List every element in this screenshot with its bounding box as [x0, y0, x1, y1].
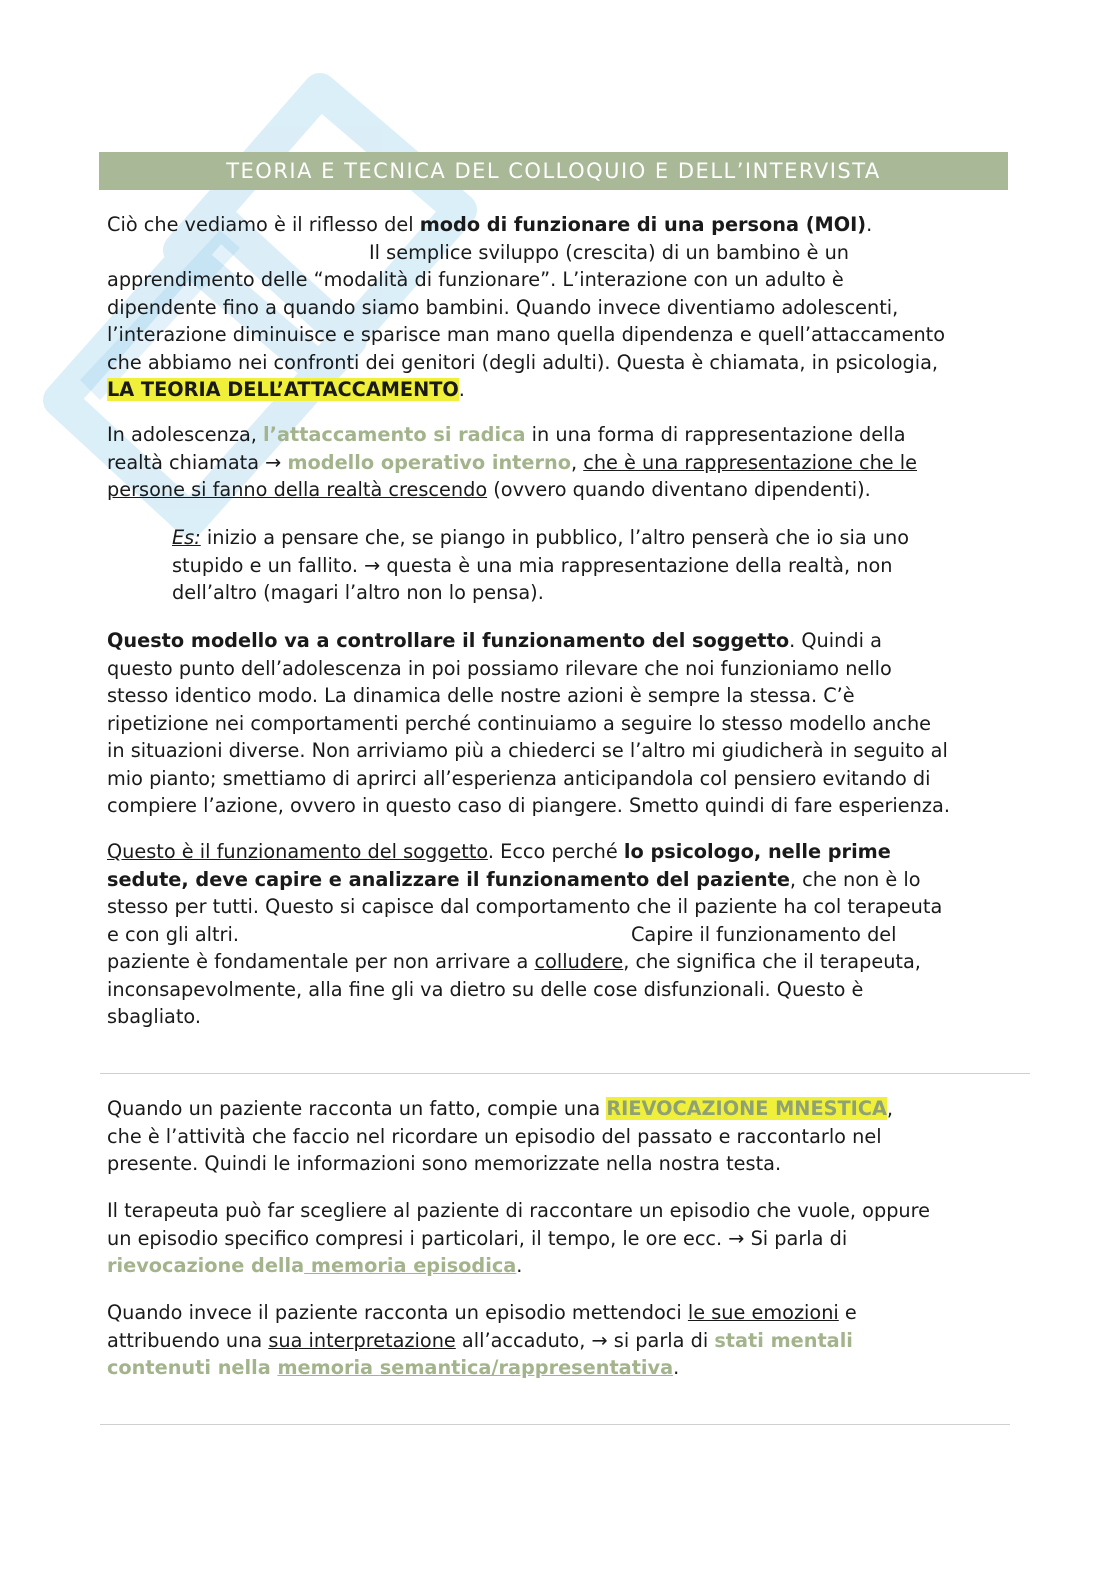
paragraph-memoria-episodica: Il terapeuta può far scegliere al paziente di raccontare un episodio che vuole, oppure un episodio specifico compresi i particolari, il tempo, le ore ecc. → Si parla di rievocazione della memoria episodica. — [107, 1199, 931, 1277]
paragraph-esempio: Es: inizio a pensare che, se piango in pubblico, l’altro penserà che io sia uno stupido e un fallito. → questa è una mia rappresentazione della realtà, non dell’altro (magari l’altro non lo pensa). — [172, 526, 910, 604]
paragraph-moi: Ciò che vediamo è il riflesso del modo di funzionare di una persona (MOI). Il semplice sviluppo (crescita) di un bambino è un apprendimento delle “modalità di funzionare”. L’interazione con un adulto è dipendente fino a quando siamo bambini. Quando invece diventiamo adolescenti, l’interazione diminuisce e sparisce man mano quella dipendenza e quell’attaccamento che abbiamo nei confronti dei genitori (degli adulti). Questa è chiamata, in psicologia, LA TEORIA DELL’ATTACCAMENTO. — [107, 213, 946, 401]
section-divider — [100, 1073, 1030, 1074]
highlight-rievocazione: RIEVOCAZIONE MNESTICA — [606, 1097, 887, 1120]
document-title: TEORIA E TECNICA DEL COLLOQUIO E DELL’INTERVISTA — [99, 152, 1008, 190]
paragraph-rievocazione: Quando un paziente racconta un fatto, compie una RIEVOCAZIONE MNESTICA, che è l’attività che faccio nel ricordare un episodio del passato e raccontarlo nel presente. Quindi le informazioni sono memorizzate nella nostra testa. — [107, 1097, 894, 1175]
paragraph-adolescenza: In adolescenza, l’attaccamento si radica in una forma di rappresentazione della realtà chiamata → modello operativo interno, che è una rappresentazione che le persone si fanno della realtà crescendo (ovvero quando diventano dipendenti). — [107, 423, 918, 501]
paragraph-memoria-semantica: Quando invece il paziente racconta un episodio mettendoci le sue emozioni e attribuendo una sua interpretazione all’accaduto, → si parla di stati mentali contenuti nella memoria semantica/rappresentativa. — [107, 1301, 857, 1379]
highlight-teoria-attaccamento: LA TEORIA DELL’ATTACCAMENTO — [107, 378, 459, 401]
paragraph-modello: Questo modello va a controllare il funzionamento del soggetto. Quindi a questo punto dell’adolescenza in poi possiamo rilevare che noi funzioniamo nello stesso identico modo. La dinamica delle nostre azioni è sempre la stessa. C’è ripetizione nei comportamenti perché continuiamo a seguire lo stesso modello anche in situazioni diverse. Non arriviamo più a chiederci se l’altro mi giudicherà in seguito al mio pianto; smettiamo di aprirci all’esperienza anticipandola col pensiero evitando di compiere l’azione, ovvero in questo caso di piangere. Smetto quindi di fare esperienza. — [107, 629, 950, 817]
section-divider-bottom — [100, 1424, 1010, 1425]
paragraph-funzionamento: Questo è il funzionamento del soggetto. Ecco perché lo psicologo, nelle prime sedute, deve capire e analizzare il funzionamento del paziente, che non è lo stesso per tutti. Questo si capisce dal comportamento che il paziente ha col terapeuta e con gli altri. Capire il funzionamento del paziente è fondamentale per non arrivare a colludere, che significa che il terapeuta, inconsapevolmente, alla fine gli va dietro su delle cose disfunzionali. Questo è sbagliato. — [107, 840, 943, 1028]
